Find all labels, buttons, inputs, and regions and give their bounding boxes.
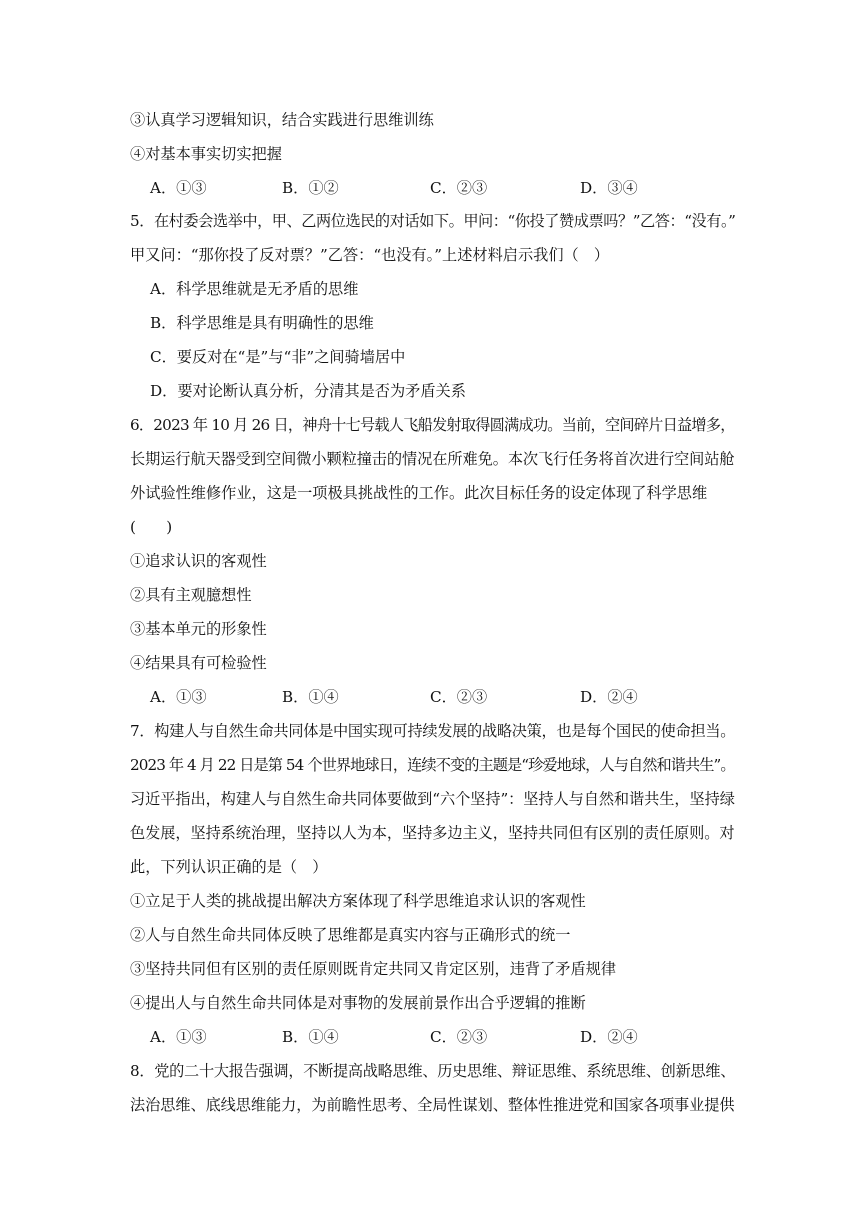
q5-option-b: B．科学思维是具有明确性的思维	[150, 314, 374, 332]
q6-option-c: C．②③	[430, 688, 488, 706]
q6-option-a: A．①③	[150, 688, 207, 706]
q7-option-d: D．②④	[580, 1028, 638, 1046]
q4-option-a: A．①③	[150, 179, 207, 197]
q7-option-b: B．①④	[282, 1028, 339, 1046]
q7-option-c: C．②③	[430, 1028, 488, 1046]
q6-stem-line-3: 外试验性维修作业，这是一项极具挑战性的工作。此次目标任务的设定体现了科学思维	[130, 484, 708, 502]
q5-option-c: C．要反对在“是”与“非”之间骑墙居中	[150, 348, 406, 366]
q6-item-2: ②具有主观臆想性	[130, 586, 252, 604]
q7-stem-line-4: 色发展，坚持系统治理，坚持以人为本，坚持多边主义，坚持共同但有区别的责任原则。对	[130, 824, 735, 842]
q7-stem-line-5: 此，下列认识正确的是（ ）	[130, 858, 328, 876]
q6-stem-line-2: 长期运行航天器受到空间微小颗粒撞击的情况在所难免。本次飞行任务将首次进行空间站舱	[130, 450, 735, 468]
q6-item-4: ④结果具有可检验性	[130, 654, 267, 672]
q7-stem-line-2: 2023 年 4 月 22 日是第 54 个世界地球日，连续不变的主题是“珍爱地球，人与自然和谐共生”。	[130, 756, 735, 774]
q6-stem-line-4: ( )	[130, 518, 173, 536]
q6-item-3: ③基本单元的形象性	[130, 620, 267, 638]
q4-option-d: D．③④	[580, 179, 638, 197]
q7-stem-line-3: 习近平指出，构建人与自然生命共同体要做到“六个坚持”：坚持人与自然和谐共生，坚持绿	[130, 790, 735, 808]
q5-option-a: A．科学思维就是无矛盾的思维	[150, 280, 359, 298]
q4-option-c: C．②③	[430, 179, 488, 197]
q4-item-4: ④对基本事实切实把握	[130, 145, 282, 163]
q6-option-b: B．①④	[282, 688, 339, 706]
q5-stem-line-2: 甲又问：“那你投了反对票？”乙答：“也没有。”上述材料启示我们（ ）	[130, 246, 610, 264]
q7-item-4: ④提出人与自然生命共同体是对事物的发展前景作出合乎逻辑的推断	[130, 994, 586, 1012]
q5-option-d: D．要对论断认真分析，分清其是否为矛盾关系	[150, 382, 466, 400]
q7-item-2: ②人与自然生命共同体反映了思维都是真实内容与正确形式的统一	[130, 926, 571, 944]
q7-item-3: ③坚持共同但有区别的责任原则既肯定共同又肯定区别，违背了矛盾规律	[130, 960, 616, 978]
q6-option-d: D．②④	[580, 688, 638, 706]
q5-stem-line-1: 5．在村委会选举中，甲、乙两位选民的对话如下。甲问：“你投了赞成票吗？”乙答：“没有。”	[130, 212, 736, 230]
q7-item-1: ①立足于人类的挑战提出解决方案体现了科学思维追求认识的客观性	[130, 892, 586, 910]
q4-item-3: ③认真学习逻辑知识，结合实践进行思维训练	[130, 111, 434, 129]
q6-item-1: ①追求认识的客观性	[130, 552, 267, 570]
q7-stem-line-1: 7．构建人与自然生命共同体是中国实现可持续发展的战略决策，也是每个国民的使命担当。	[130, 722, 736, 740]
q7-option-a: A．①③	[150, 1028, 207, 1046]
q8-stem-line-2: 法治思维、底线思维能力，为前瞻性思考、全局性谋划、整体性推进党和国家各项事业提供	[130, 1096, 735, 1114]
q8-stem-line-1: 8．党的二十大报告强调，不断提高战略思维、历史思维、辩证思维、系统思维、创新思维、	[130, 1062, 736, 1080]
q6-stem-line-1: 6．2023 年 10 月 26 日，神舟十七号载人飞船发射取得圆满成功。当前，空间碎片日益增多，	[130, 416, 735, 434]
q4-option-b: B．①②	[282, 179, 339, 197]
